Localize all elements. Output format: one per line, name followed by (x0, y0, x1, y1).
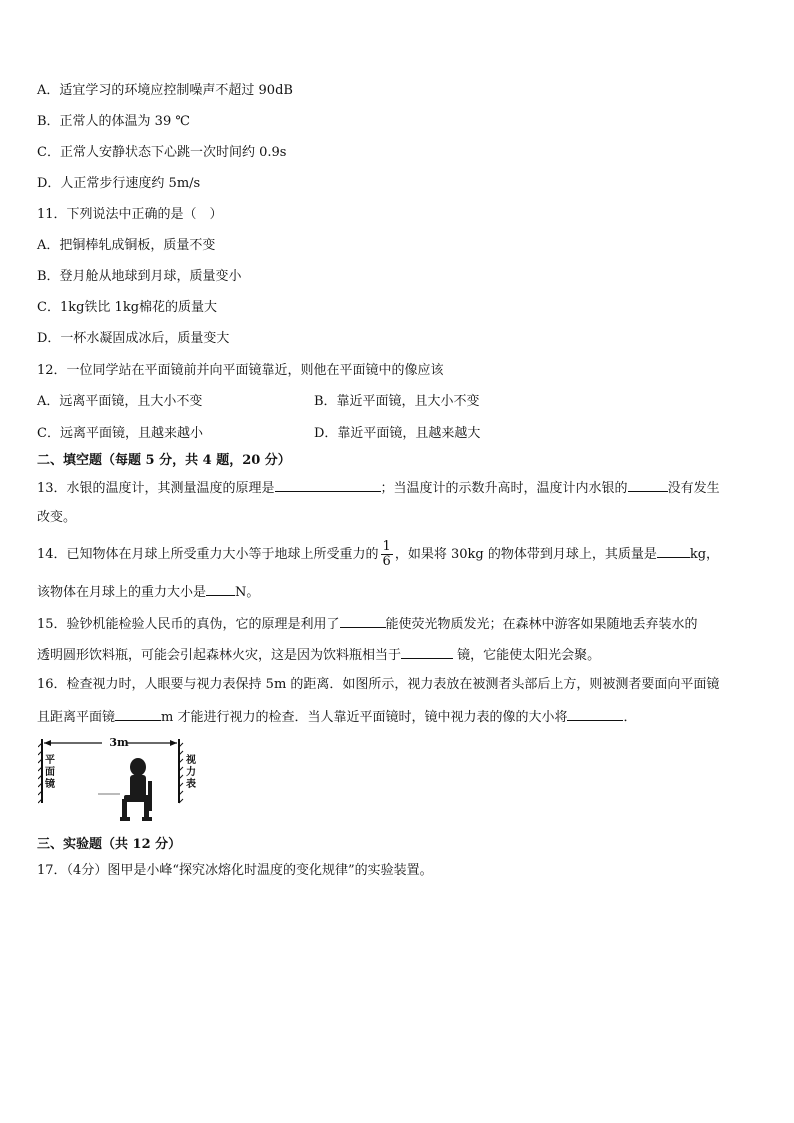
q16-text-2: m 才能进行视力的检查．当人靠近平面镜时，镜中视力表的像的大小将 (161, 710, 568, 725)
q14-text-3: kg， (689, 547, 720, 562)
q14-text-2: ，如果将 30kg 的物体带到月球上，其质量是 (394, 547, 657, 562)
q14-text-5: N。 (235, 585, 260, 600)
q15-text-2: 能使荧光物质发光；在森林中游客如果随地丢弃装水的 (385, 617, 698, 632)
q16-text-3: ． (623, 710, 637, 725)
q13-text-2: ；当温度计的示数升高时，温度计内水银的 (380, 481, 628, 496)
q10-option-d: D．人正常步行速度约 5m/s (37, 176, 201, 191)
q11-stem: 11．下列说法中正确的是（ ） (37, 207, 223, 222)
mirror-label (44, 755, 56, 791)
q13-text-1: 13．水银的温度计，其测量温度的原理是 (37, 481, 275, 496)
q12-option-c: C．远离平面镜，且越来越小 (37, 426, 203, 441)
q15-blank-1[interactable] (340, 614, 386, 628)
q16-text-1: 且距离平面镜 (37, 710, 116, 725)
q14-text-4: 该物体在月球上的重力大小是 (37, 585, 207, 600)
q14-frac-num: 1 (382, 539, 391, 554)
eye-chart-label (185, 755, 197, 791)
q14-blank-1[interactable] (657, 544, 690, 558)
q16-blank-1[interactable] (115, 707, 161, 721)
q13-line2: 改变。 (37, 510, 77, 525)
q13-blank-2[interactable] (628, 478, 668, 492)
distance-label: 3m (109, 736, 129, 749)
q14-frac-den: 6 (382, 554, 391, 569)
eye-chart-label-char-1: 视 (186, 755, 196, 766)
q15-line2 (37, 645, 600, 665)
arrowhead-left (44, 740, 51, 746)
q14-blank-2[interactable] (206, 582, 235, 596)
q13-line1 (37, 478, 720, 498)
q14-line2 (37, 582, 259, 602)
q14-text-1: 14．已知物体在月球上所受重力大小等于地球上所受重力的 (37, 547, 379, 562)
q11-option-d: D．一杯水凝固成冰后，质量变大 (37, 331, 230, 346)
q13-text-3: 没有发生 (667, 481, 720, 496)
q11-option-c: C．1kg铁比 1kg棉花的质量大 (37, 300, 218, 315)
chair-shadow (98, 793, 120, 795)
q15-text-4: 镜，它能使太阳光会聚。 (453, 648, 601, 663)
mirror-label-char-1: 平 (45, 755, 55, 766)
eye-chart-label-char-3: 表 (186, 779, 196, 790)
q11-option-a: A．把铜棒轧成铜板，质量不变 (37, 238, 216, 253)
q12-option-d: D．靠近平面镜，且越来越大 (314, 426, 481, 441)
q14-line1 (37, 537, 719, 573)
q15-text-1: 15．验钞机能检验人民币的真伪，它的原理是利用了 (37, 617, 340, 632)
q17-stem: 17．（4分）图甲是小峰“探究冰熔化时温度的变化规律”的实验装置。 (37, 863, 433, 878)
section2-heading: 二、填空题（每题 5 分，共 4 题，20 分） (37, 453, 291, 468)
q16-diagram (38, 737, 202, 827)
q16-blank-2[interactable] (567, 707, 623, 721)
seated-person-figure (120, 758, 152, 821)
q15-text-3: 透明圆形饮料瓶，可能会引起森林火灾，这是因为饮料瓶相当于 (37, 648, 402, 663)
q11-option-b: B．登月舱从地球到月球，质量变小 (37, 269, 242, 284)
q10-option-b: B．正常人的体温为 39 ℃ (37, 114, 190, 129)
mirror-label-char-3: 镜 (45, 779, 55, 790)
q14-fraction (381, 540, 393, 569)
q15-blank-2[interactable] (401, 645, 453, 659)
diagram-graphic (38, 737, 202, 827)
q10-option-c: C．正常人安静状态下心跳一次时间约 0.9s (37, 145, 287, 160)
q15-line1 (37, 614, 698, 634)
q16-line2 (37, 707, 637, 727)
arrowhead-right (170, 740, 177, 746)
q12-option-b: B．靠近平面镜，且大小不变 (314, 394, 480, 409)
q16-line1: 16．检查视力时，人眼要与视力表保持 5m 的距离．如图所示，视力表放在被测者头部后上方，则被测者要面向平面镜 (37, 677, 720, 692)
q10-option-a: A．适宜学习的环境应控制噪声不超过 90dB (37, 83, 293, 98)
q12-stem: 12．一位同学站在平面镜前并向平面镜靠近，则他在平面镜中的像应该 (37, 363, 444, 378)
mirror-label-char-2: 面 (45, 767, 55, 778)
q13-blank-1[interactable] (275, 478, 381, 492)
section3-heading: 三、实验题（共 12 分） (37, 837, 182, 852)
eye-chart-label-char-2: 力 (186, 767, 196, 778)
q12-option-a: A．远离平面镜，且大小不变 (37, 394, 203, 409)
